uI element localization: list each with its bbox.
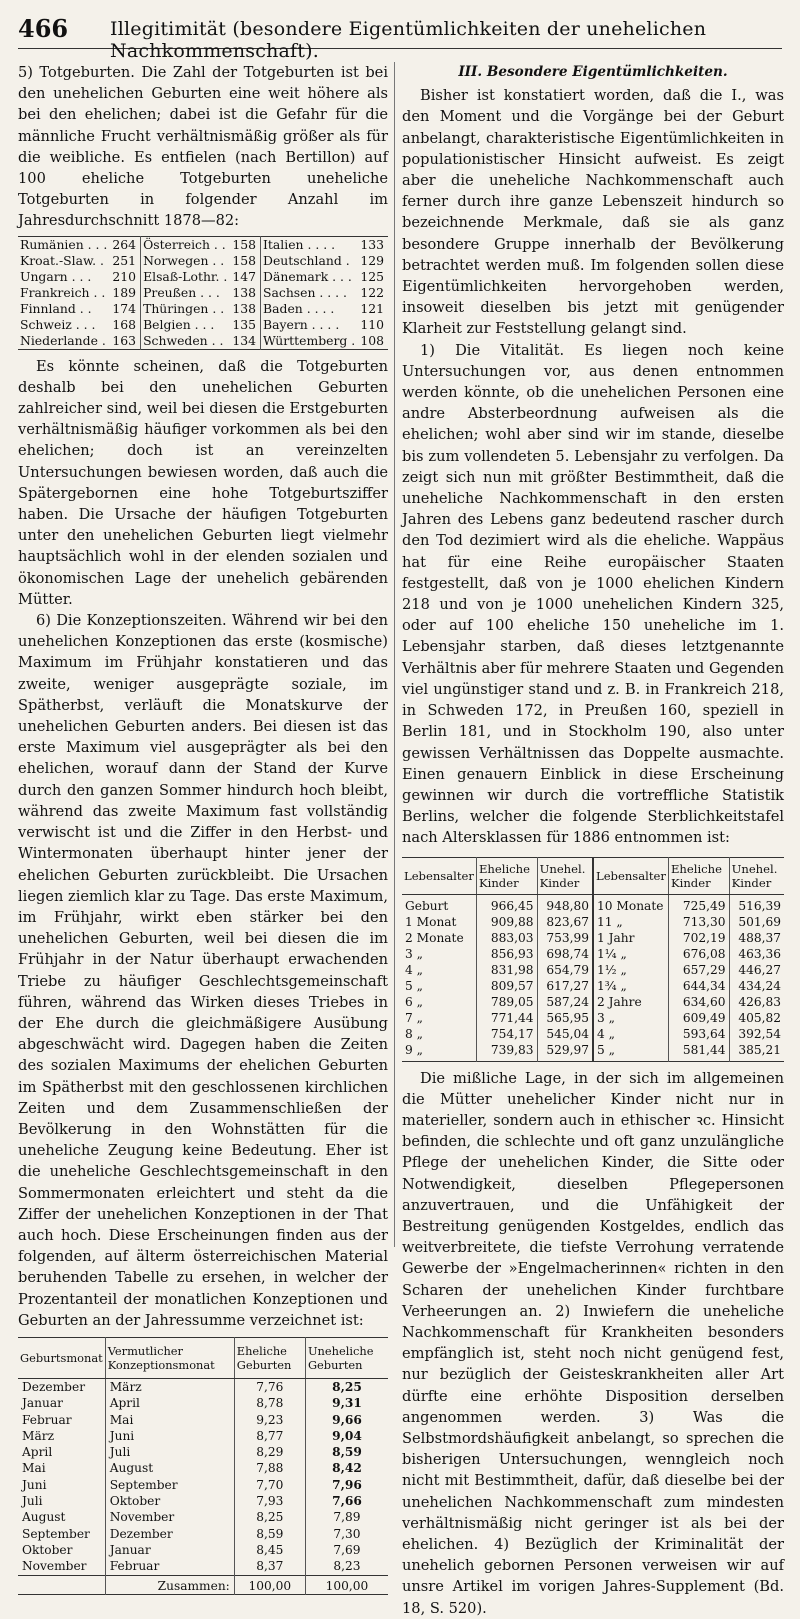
table-row xyxy=(402,930,784,946)
age: 3 „ xyxy=(593,1010,668,1026)
age: 10 Monate xyxy=(593,894,668,914)
unehelich-value: 529,97 xyxy=(537,1042,593,1062)
month-table-header-cell: Geburtsmonat xyxy=(18,1337,105,1378)
birth-month: November xyxy=(18,1558,105,1575)
table-row xyxy=(18,1378,388,1395)
ehelich-value: 8,45 xyxy=(234,1542,305,1558)
birth-month: Mai xyxy=(18,1460,105,1476)
ehelich-value: 725,49 xyxy=(668,894,729,914)
birth-month: Februar xyxy=(18,1412,105,1428)
country-value: 108 xyxy=(360,332,384,348)
age: 6 „ xyxy=(402,994,476,1010)
ehelich-value: 8,77 xyxy=(234,1428,305,1444)
unehelich-value: 9,31 xyxy=(332,1396,362,1411)
country-name: Thüringen . . xyxy=(143,300,225,316)
unehelich-value: 753,99 xyxy=(537,930,593,946)
ehelich-value: 657,29 xyxy=(668,962,729,978)
age: 1 Jahr xyxy=(593,930,668,946)
country-name: Baden . . . . xyxy=(263,300,335,316)
conception-month: Juli xyxy=(105,1444,234,1460)
page-number: 466 xyxy=(18,14,69,43)
column-divider xyxy=(394,62,395,1247)
ehelich-value: 771,44 xyxy=(476,1010,537,1026)
month-table-body xyxy=(18,1378,388,1594)
right-column xyxy=(402,62,784,1619)
life-table-header xyxy=(402,857,784,894)
unehelich-value: 7,96 xyxy=(332,1477,362,1492)
country-value: 125 xyxy=(360,268,384,284)
birth-month: September xyxy=(18,1526,105,1542)
country-name: Frankreich . . xyxy=(20,284,106,300)
ehelich-value: 9,23 xyxy=(234,1412,305,1428)
country-name: Bayern . . . . xyxy=(263,316,340,332)
table-row xyxy=(18,1558,388,1575)
left-column xyxy=(18,62,388,1595)
country-value: 110 xyxy=(360,316,384,332)
page-title: Illegitimität (besondere Eigentümlichkeiten der unehelichen Nachkommenschaft). xyxy=(110,18,707,62)
country-name: Sachsen . . . . xyxy=(263,284,347,300)
table-row xyxy=(18,1412,388,1428)
table-row xyxy=(18,1509,388,1525)
life-table-body xyxy=(402,894,784,1061)
conception-month: März xyxy=(105,1378,234,1395)
table-row xyxy=(18,1395,388,1411)
conception-month: September xyxy=(105,1477,234,1493)
unehelich-value: 426,83 xyxy=(738,994,781,1009)
ehelich-value: 7,93 xyxy=(234,1493,305,1509)
sum-row xyxy=(18,1575,388,1594)
birth-month: Januar xyxy=(18,1395,105,1411)
country-name: Deutschland . xyxy=(263,252,350,268)
country-value: 135 xyxy=(230,317,260,333)
sum-unehelich: 100,00 xyxy=(305,1575,388,1594)
country-value: 210 xyxy=(110,269,140,285)
age: 4 „ xyxy=(593,1026,668,1042)
ehelich-value: 909,88 xyxy=(476,914,537,930)
stillbirth-table xyxy=(18,236,388,350)
country-value: 129 xyxy=(360,252,384,268)
paragraph-totgeburten-ursache: Es könnte scheinen, daß die Totgeburten deshalb bei den unehelichen Geburten zahlreicher sind, weil bei diesen die Erstgeburten verhältnismäßig häufiger vorkommen als bei den ehelichen; doch ist an vereinzelten Untersuchungen bewiesen worden, daß auch die Spätergebornen eine hohe Totgeburtsziffer haben. Die Ursache der häufigen Totgeburten unter den unehelichen Geburten liegt vielmehr hauptsächlich wohl in der elenden sozialen und ökonomischen Lage der unehelich gebärenden Mütter. xyxy=(18,357,388,608)
unehelich-value: 405,82 xyxy=(738,1010,781,1025)
unehelich-value: 587,24 xyxy=(537,994,593,1010)
ehelich-value: 7,76 xyxy=(234,1378,305,1395)
sum-spacer xyxy=(18,1575,105,1594)
section-title: III. Besondere Eigentümlichkeiten. xyxy=(458,64,728,80)
country-name: Elsaß-Lothr. . xyxy=(143,268,228,284)
table-row xyxy=(18,1428,388,1444)
unehelich-value: 446,27 xyxy=(738,962,781,977)
conception-month: Februar xyxy=(105,1558,234,1575)
unehelich-value: 7,89 xyxy=(333,1510,361,1525)
country-name: Finnland . . xyxy=(20,300,92,316)
unehelich-value: 565,95 xyxy=(537,1010,593,1026)
unehelich-value: 501,69 xyxy=(738,914,781,929)
unehelich-value: 7,69 xyxy=(333,1542,361,1557)
life-table-header-cell: Lebensalter xyxy=(402,857,476,894)
country-value: 138 xyxy=(230,285,260,301)
country-value: 158 xyxy=(230,236,260,253)
country-name: Schweiz . . . xyxy=(20,316,96,332)
month-table xyxy=(18,1337,388,1595)
country-name: Österreich . . xyxy=(143,236,226,252)
country-name: Ungarn . . . xyxy=(20,268,92,284)
page-header xyxy=(18,14,782,62)
age: 9 „ xyxy=(402,1042,476,1062)
age: 3 „ xyxy=(402,946,476,962)
birth-month: März xyxy=(18,1428,105,1444)
stillbirth-row xyxy=(18,236,388,253)
country-name: Italien . . . . xyxy=(263,236,336,252)
ehelich-value: 8,29 xyxy=(234,1444,305,1460)
unehelich-value: 8,23 xyxy=(333,1559,361,1574)
country-value: 174 xyxy=(110,301,140,317)
country-name: Württemberg . xyxy=(263,332,356,348)
country-name: Norwegen . . xyxy=(143,252,225,268)
unehelich-value: 7,30 xyxy=(333,1526,361,1541)
stillbirth-row xyxy=(18,285,388,301)
country-value: 163 xyxy=(110,333,140,350)
age: 4 „ xyxy=(402,962,476,978)
unehelich-value: 516,39 xyxy=(738,898,781,913)
age: 11 „ xyxy=(593,914,668,930)
country-value: 133 xyxy=(360,236,384,252)
country-name: Niederlande . xyxy=(20,332,106,348)
unehelich-value: 488,37 xyxy=(738,930,781,945)
country-value: 147 xyxy=(230,269,260,285)
life-table-header-cell: Eheliche Kinder xyxy=(668,857,729,894)
age: 1¾ „ xyxy=(593,978,668,994)
age: 2 Monate xyxy=(402,930,476,946)
table-row xyxy=(18,1444,388,1460)
unehelich-value: 9,04 xyxy=(332,1428,362,1443)
unehelich-value: 463,36 xyxy=(738,946,781,961)
ehelich-value: 831,98 xyxy=(476,962,537,978)
ehelich-value: 809,57 xyxy=(476,978,537,994)
conception-month: August xyxy=(105,1460,234,1476)
age: 2 Jahre xyxy=(593,994,668,1010)
unehelich-value: 392,54 xyxy=(738,1026,781,1041)
country-value: 189 xyxy=(110,285,140,301)
age: 5 „ xyxy=(402,978,476,994)
month-table-header-cell: Uneheliche Geburten xyxy=(305,1337,388,1378)
conception-month: April xyxy=(105,1395,234,1411)
table-row xyxy=(18,1542,388,1558)
conception-month: Juni xyxy=(105,1428,234,1444)
conception-month: Mai xyxy=(105,1412,234,1428)
ehelich-value: 702,19 xyxy=(668,930,729,946)
ehelich-value: 676,08 xyxy=(668,946,729,962)
ehelich-value: 8,37 xyxy=(234,1558,305,1575)
ehelich-value: 883,03 xyxy=(476,930,537,946)
ehelich-value: 739,83 xyxy=(476,1042,537,1062)
birth-month: Oktober xyxy=(18,1542,105,1558)
life-table-header-cell: Lebensalter xyxy=(593,857,668,894)
ehelich-value: 644,34 xyxy=(668,978,729,994)
conception-month: Januar xyxy=(105,1542,234,1558)
country-name: Rumänien . . . xyxy=(20,236,108,252)
table-row xyxy=(402,894,784,914)
country-value: 138 xyxy=(230,301,260,317)
ehelich-value: 8,78 xyxy=(234,1395,305,1411)
age: 8 „ xyxy=(402,1026,476,1042)
life-table-header-cell: Eheliche Kinder xyxy=(476,857,537,894)
stillbirth-row xyxy=(18,269,388,285)
life-table xyxy=(402,857,784,1062)
unehelich-value: 698,74 xyxy=(537,946,593,962)
ehelich-value: 593,64 xyxy=(668,1026,729,1042)
age: 7 „ xyxy=(402,1010,476,1026)
unehelich-value: 654,79 xyxy=(537,962,593,978)
table-row xyxy=(402,1026,784,1042)
country-value: 264 xyxy=(110,236,140,253)
table-row xyxy=(402,946,784,962)
table-row xyxy=(402,978,784,994)
ehelich-value: 966,45 xyxy=(476,894,537,914)
country-name: Kroat.-Slaw. . xyxy=(20,252,104,268)
unehelich-value: 385,21 xyxy=(738,1042,781,1057)
age: Geburt xyxy=(402,894,476,914)
country-name: Dänemark . . . xyxy=(263,268,352,284)
stillbirth-row xyxy=(18,301,388,317)
paragraph-lage: Die mißliche Lage, in der sich im allgemeinen die Mütter unehelicher Kinder nicht nur in materieller, sondern auch in ethischer ꝛc. Hinsicht befinden, die schlechte und oft ganz unzulängliche Pflege der unehelichen Kinder, die Sitte oder Notwendigkeit, dieselben Pflegepersonen anzuvertrauen, und die Unfähigkeit der Bestreitung genügenden Kostgeldes, endlich das weitverbreitete, die tiefste Verrohung verratende Gewerbe der »Engelmacherinnen« richten in den Scharen der unehelichen Kinder furchtbare Verheerungen an. 2) Inwiefern die uneheliche Nachkommenschaft für Krankheiten besonders empfänglich ist, steht noch nicht genügend fest, nur bezüglich der Geisteskrankheiten aller Art dürfte eine erhöhte Disposition derselben angenommen werden. 3) Was die Selbstmordshäufigkeit anbelangt, so sprechen die bisherigen Untersuchungen, wenngleich noch nicht mit Bestimmtheit, dafür, daß dieselbe bei der unehelichen Nachkommenschaft zum mindesten verhältnismäßig nicht geringer ist als bei der ehelichen. 4) Bezüglich der Kriminalität der unehelich gebornen Personen verweisen wir auf unsre Artikel im vorigen Jahres-Supplement (Bd. 18, S. 520). xyxy=(402,1069,784,1617)
ehelich-value: 713,30 xyxy=(668,914,729,930)
ehelich-value: 8,59 xyxy=(234,1526,305,1542)
age: 1¼ „ xyxy=(593,946,668,962)
birth-month: Dezember xyxy=(18,1378,105,1395)
table-row xyxy=(402,994,784,1010)
country-name: Schweden . . xyxy=(143,332,224,348)
unehelich-value: 948,80 xyxy=(537,894,593,914)
country-value: 122 xyxy=(360,284,384,300)
paragraph-intro: Bisher ist konstatiert worden, daß die I., was den Moment und die Vorgänge bei der Geburt anbelangt, charakteristische Eigentümlichkeiten in populationistischer Hinsicht aufweist. Es zeigt aber die uneheliche Nachkommenschaft auch ferner durch ihre ganze Lebenszeit hindurch so bezeichnende Merkmale, daß sie als ganz besondere Gruppe innerhalb der Bevölkerung betrachtet werden muß. Im folgenden sollen diese Eigentümlichkeiten hervorgehoben werden, insoweit dieselben bis jetzt mit genügender Klarheit zur Feststellung gelangt sind. xyxy=(402,87,784,338)
unehelich-value: 8,42 xyxy=(332,1461,362,1476)
life-table-header-cell: Unehel. Kinder xyxy=(729,857,784,894)
unehelich-value: 545,04 xyxy=(537,1026,593,1042)
sum-label: Zusammen: xyxy=(105,1575,234,1594)
birth-month: August xyxy=(18,1509,105,1525)
birth-month: Juli xyxy=(18,1493,105,1509)
birth-month: Juni xyxy=(18,1477,105,1493)
unehelich-value: 9,66 xyxy=(332,1412,362,1427)
country-name: Preußen . . . xyxy=(143,284,220,300)
country-value: 158 xyxy=(230,253,260,269)
country-value: 134 xyxy=(230,333,260,350)
age: 1½ „ xyxy=(593,962,668,978)
table-row xyxy=(402,1042,784,1062)
age: 1 Monat xyxy=(402,914,476,930)
unehelich-value: 823,67 xyxy=(537,914,593,930)
table-row xyxy=(18,1526,388,1542)
country-name: Belgien . . . xyxy=(143,316,215,332)
table-row xyxy=(18,1493,388,1509)
unehelich-value: 617,27 xyxy=(537,978,593,994)
table-row xyxy=(18,1460,388,1476)
stillbirth-row xyxy=(18,333,388,350)
conception-month: Dezember xyxy=(105,1526,234,1542)
sum-ehelich: 100,00 xyxy=(234,1575,305,1594)
ehelich-value: 7,88 xyxy=(234,1460,305,1476)
unehelich-value: 7,66 xyxy=(332,1494,362,1509)
table-row xyxy=(402,914,784,930)
conception-month: Oktober xyxy=(105,1493,234,1509)
paragraph-konzeptionszeiten: 6) Die Konzeptionszeiten. Während wir bei den unehelichen Konzeptionen das erste (kosmische) Maximum im Frühjahr konstatieren und das zweite, weniger ausgeprägte soziale, im Spätherbst, verläuft die Monatskurve der unehelichen Geburten anders. Bei diesen ist das erste Maximum viel ausgeprägter als bei den ehelichen, worauf dann der Stand der Kurve durch den ganzen Sommer hindurch hoch bleibt, während das zweite Maximum fast vollständig verwischt ist und die Ziffer in den Herbst- und Wintermonaten überhaupt hinter jener der ehelichen Geburten zurückbleibt. Die Ursachen liegen ziemlich klar zu Tage. Das erste Maximum, im Frühjahr, wirkt eben stärker bei den unehelichen Geburten, weil bei diesen die im Frühjahr in der Natur überhaupt erwachenden Triebe zu häufiger Geschlechtsgemeinschaft führen, während das Wirken dieses Triebes in der Ehe durch die gleichmäßigere Ausübung abgeschwächt wird. Dagegen haben die Zeiten des sozialen Maximums der ehelichen Geburten im Spätherbst mit den geschlossenen kirchlichen Zeiten und dem Zusammenschließen der Bevölkerung in den Wohnstätten für die uneheliche Zeugung keine Bedeutung. Eher ist die uneheliche Geschlechtsgemeinschaft in den Sommermonaten erleichtert und steht da die Ziffer der unehelichen Konzeptionen in der That auch hoch. Diese Erscheinungen finden aus der folgenden, auf älterm österreichischen Material beruhenden Tabelle zu ersehen, in welcher der Prozentanteil der monatlichen Konzeptionen und Geburten an der Jahressumme verzeichnet ist: xyxy=(18,612,388,1329)
ehelich-value: 634,60 xyxy=(668,994,729,1010)
ehelich-value: 7,70 xyxy=(234,1477,305,1493)
month-table-header xyxy=(18,1337,388,1378)
country-value: 168 xyxy=(110,317,140,333)
country-value: 121 xyxy=(360,300,384,316)
life-table-header-cell: Unehel. Kinder xyxy=(537,857,593,894)
ehelich-value: 789,05 xyxy=(476,994,537,1010)
ehelich-value: 8,25 xyxy=(234,1509,305,1525)
unehelich-value: 434,24 xyxy=(738,978,781,993)
unehelich-value: 8,59 xyxy=(332,1445,362,1460)
country-value: 251 xyxy=(110,253,140,269)
age: 5 „ xyxy=(593,1042,668,1062)
conception-month: November xyxy=(105,1509,234,1525)
table-row xyxy=(18,1477,388,1493)
unehelich-value: 8,25 xyxy=(332,1379,362,1394)
table-row xyxy=(402,962,784,978)
paragraph-vitalitaet: 1) Die Vitalität. Es liegen noch keine Untersuchungen vor, aus denen entnommen werden könnte, ob die unehelichen Personen eine andre Absterbeordnung aufweisen als die ehelichen; wohl aber sind wir im stande, dieselbe bis zum vollendeten 5. Lebensjahr zu verfolgen. Da zeigt sich nun mit größter Bestimmtheit, daß die uneheliche Nachkommenschaft in den ersten Jahren des Lebens ganz bedeutend rascher durch den Tod dezimiert wird als die eheliche. Wappäus hat für eine Reihe europäischer Staaten festgestellt, daß von je 1000 ehelichen Kindern 218 und von je 1000 unehelichen Kindern 325, oder auf 100 eheliche 150 uneheliche im 1. Lebensjahr starben, daß dieses letztgenannte Verhältnis aber für mehrere Staaten und Gegenden viel ungünstiger stand und z. B. in Frankreich 218, in Schweden 172, in Preußen 160, speziell in Berlin 181, und in Stockholm 190, also unter gewissen Verhältnissen das Doppelte ausmachte. Einen genauern Einblick in diese Erscheinung gewinnen wir durch die vortreffliche Statistik Berlins, welcher die folgende Sterblichkeitstafel nach Altersklassen für 1886 entnommen ist: xyxy=(402,341,784,847)
paragraph-totgeburten: 5) Totgeburten. Die Zahl der Totgeburten ist bei den unehelichen Geburten eine weit höhere als bei den ehelichen; dabei ist die Gefahr für die männliche Frucht verhältnismäßig größer als für die weibliche. Es entfielen (nach Bertillon) auf 100 eheliche Totgeburten uneheliche Totgeburten in folgender Anzahl im Jahresdurchschnitt 1878—82: xyxy=(18,64,388,230)
ehelich-value: 581,44 xyxy=(668,1042,729,1062)
stillbirth-row xyxy=(18,253,388,269)
stillbirth-row xyxy=(18,317,388,333)
month-table-header-cell: Vermutlicher Konzeptionsmonat xyxy=(105,1337,234,1378)
month-table-header-cell: Eheliche Geburten xyxy=(234,1337,305,1378)
birth-month: April xyxy=(18,1444,105,1460)
ehelich-value: 856,93 xyxy=(476,946,537,962)
table-row xyxy=(402,1010,784,1026)
ehelich-value: 754,17 xyxy=(476,1026,537,1042)
ehelich-value: 609,49 xyxy=(668,1010,729,1026)
